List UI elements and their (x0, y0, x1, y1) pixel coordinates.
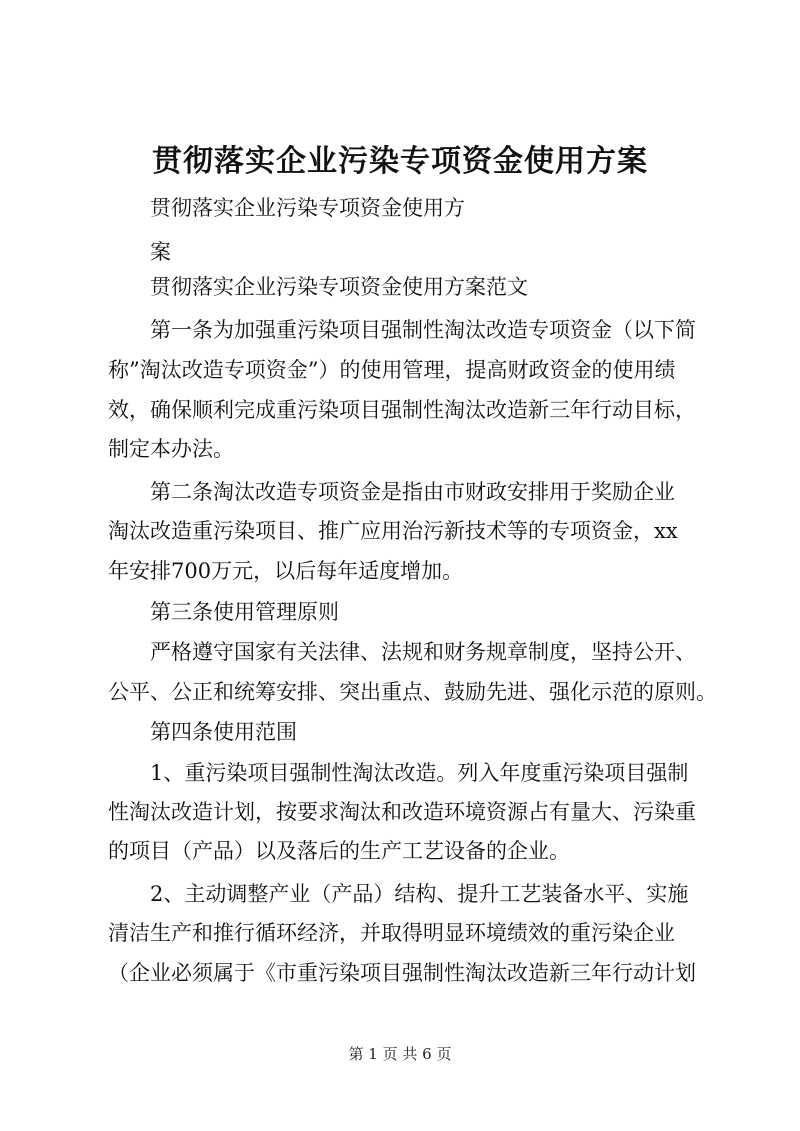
body-line: 制定本办法。 (108, 437, 234, 461)
body-line: 性淘汰改造计划，按要求淘汰和改造环境资源占有量大、污染重 (108, 800, 696, 824)
page-number-footer: 第 1 页 共 6 页 (348, 1045, 452, 1063)
body-line: 称”淘汰改造专项资金”）的使用管理，提高财政资金的使用绩 (108, 358, 676, 382)
body-line: 年安排700万元，以后每年适度增加。 (108, 559, 464, 583)
body-line: 效，确保顺利完成重污染项目强制性淘汰改造新三年行动目标， (108, 398, 696, 422)
body-line: 清洁生产和推行循环经济，并取得明显环境绩效的重污染企业 (108, 921, 675, 945)
body-line: 公平、公正和统筹安排、突出重点、鼓励先进、强化示范的原则。 (108, 680, 717, 704)
body-line: 第二条淘汰改造专项资金是指由市财政安排用于奖励企业 (150, 480, 675, 504)
body-line: 2、主动调整产业（产品）结构、提升工艺装备水平、实施 (150, 882, 689, 906)
body-line: 1、重污染项目强制性淘汰改造。列入年度重污染项目强制 (150, 761, 689, 785)
body-line: 严格遵守国家有关法律、法规和财务规章制度，坚持公开、 (150, 640, 696, 664)
body-line: 贯彻落实企业污染专项资金使用方案范文 (150, 275, 528, 299)
document-title: 贯彻落实企业污染专项资金使用方案 (152, 144, 648, 179)
body-line: 淘汰改造重污染项目、推广应用治污新技术等的专项资金，xx (108, 519, 678, 543)
body-line: （企业必须属于《市重污染项目强制性淘汰改造新三年行动计划 (108, 961, 696, 985)
body-line: 案 (150, 240, 171, 264)
body-line: 的项目（产品）以及落后的生产工艺设备的企业。 (108, 839, 570, 863)
body-line: 第三条使用管理原则 (150, 600, 339, 624)
body-line: 第一条为加强重污染项目强制性淘汰改造专项资金（以下简 (150, 318, 696, 342)
body-line: 贯彻落实企业污染专项资金使用方 (150, 196, 465, 220)
body-line: 第四条使用范围 (150, 720, 297, 744)
